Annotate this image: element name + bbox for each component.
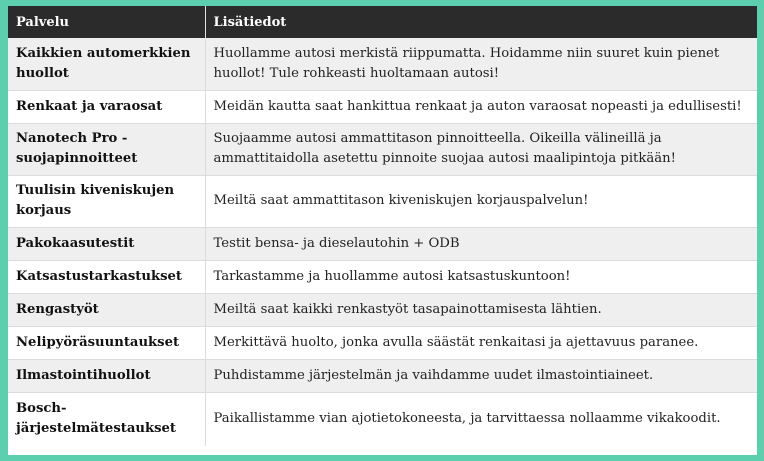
service-info: Meiltä saat kaikki renkastyöt tasapainottamisesta lähtien. <box>205 293 757 326</box>
table-row <box>8 123 757 175</box>
table-row <box>8 293 757 326</box>
table-header-row <box>8 6 757 38</box>
service-info: Meidän kautta saat hankittua renkaat ja auton varaosat nopeasti ja edullisesti! <box>205 90 757 123</box>
service-name: Renkaat ja varaosat <box>8 90 205 123</box>
service-info: Merkittävä huolto, jonka avulla säästät renkaitasi ja ajettavuus paranee. <box>205 326 757 359</box>
service-name: Tuulisin kiveniskujen korjaus <box>8 175 205 227</box>
service-name: Katsastustarkastukset <box>8 260 205 293</box>
services-table <box>8 6 757 446</box>
table-row <box>8 359 757 392</box>
table-row <box>8 175 757 227</box>
service-info: Testit bensa- ja dieselautohin + ODB <box>205 227 757 260</box>
service-info: Huollamme autosi merkistä riippumatta. Hoidamme niin suuret kuin pienet huollot! Tule rohkeasti huoltamaan autosi! <box>205 38 757 90</box>
table-row <box>8 326 757 359</box>
service-info: Tarkastamme ja huollamme autosi katsastuskuntoon! <box>205 260 757 293</box>
table-row <box>8 90 757 123</box>
service-name: Kaikkien automerkkien huollot <box>8 38 205 90</box>
service-name: Nelipyöräsuuntaukset <box>8 326 205 359</box>
service-name: Nanotech Pro - suojapinnoitteet <box>8 123 205 175</box>
header-service: Palvelu <box>8 6 205 38</box>
table-row <box>8 227 757 260</box>
service-info: Puhdistamme järjestelmän ja vaihdamme uudet ilmastointiaineet. <box>205 359 757 392</box>
header-info: Lisätiedot <box>205 6 757 38</box>
table-row <box>8 38 757 90</box>
service-name: Ilmastointihuollot <box>8 359 205 392</box>
table-row <box>8 392 757 446</box>
service-name: Pakokaasutestit <box>8 227 205 260</box>
service-info: Suojaamme autosi ammattitason pinnoitteella. Oikeilla välineillä ja ammattitaidolla asetettu pinnoite suojaa autosi maalipintoja pitkään! <box>205 123 757 175</box>
service-info: Paikallistamme vian ajotietokoneesta, ja tarvittaessa nollaamme vikakoodit. <box>205 392 757 446</box>
service-info: Meiltä saat ammattitason kiveniskujen korjauspalvelun! <box>205 175 757 227</box>
service-name: Bosch-järjestelmätestaukset <box>8 392 205 446</box>
services-table-container <box>8 6 757 455</box>
table-row <box>8 260 757 293</box>
service-name: Rengastyöt <box>8 293 205 326</box>
